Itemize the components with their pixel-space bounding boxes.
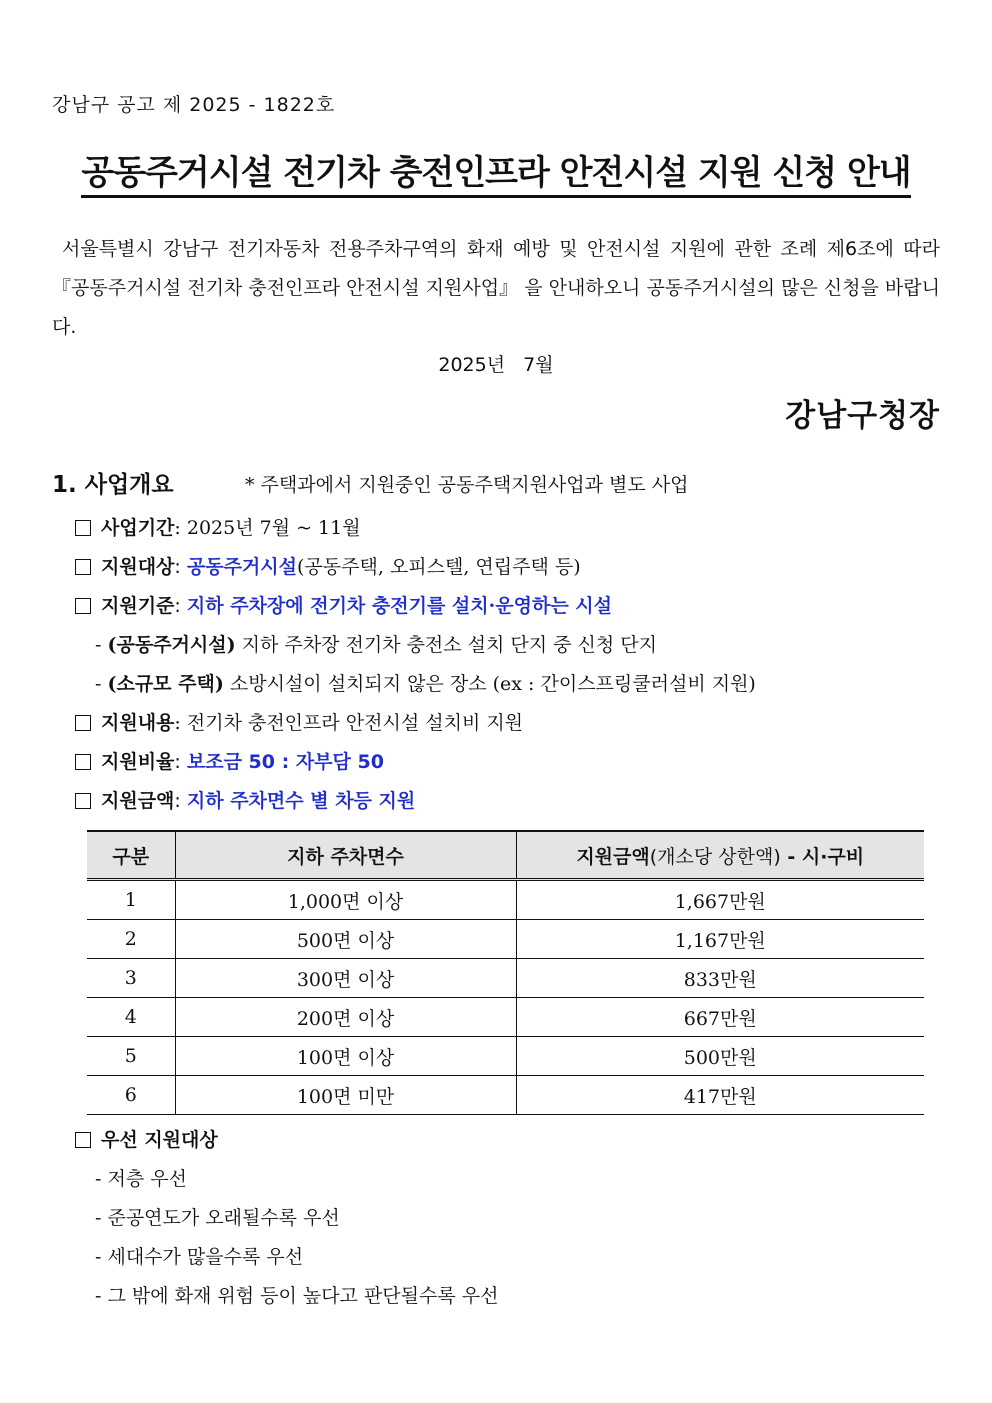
item-value: : 2025년 7월 ~ 11월 xyxy=(174,517,361,539)
checkbox-square-icon xyxy=(75,520,91,536)
item-label: 사업기간 xyxy=(101,517,175,539)
item-value-highlight: 공동주거시설 xyxy=(186,556,297,578)
cell-amount: 667만원 xyxy=(516,998,924,1037)
checkbox-square-icon xyxy=(75,754,91,770)
cell-no: 2 xyxy=(87,920,175,959)
item-criteria xyxy=(75,591,612,618)
cell-amount: 1,167만원 xyxy=(516,920,924,959)
checkbox-square-icon xyxy=(75,715,91,731)
item-colon: : xyxy=(174,751,187,773)
item-target xyxy=(75,552,581,579)
item-amount xyxy=(75,786,415,813)
support-amount-table xyxy=(87,830,924,1115)
sub-label: (소규모 주택) xyxy=(107,673,224,695)
item-label: 우선 지원대상 xyxy=(101,1129,218,1151)
item-colon: : xyxy=(174,790,187,812)
priority-item: - 세대수가 많을수록 우선 xyxy=(95,1246,304,1268)
item-label: 지원비율 xyxy=(101,751,175,773)
header-category: 구분 xyxy=(87,831,175,880)
cell-amount: 833만원 xyxy=(516,959,924,998)
item-value-highlight: 지하 주차면수 별 차등 지원 xyxy=(186,790,416,812)
notice-number: 강남구 공고 제 2025 - 1822호 xyxy=(52,94,336,116)
checkbox-square-icon xyxy=(75,559,91,575)
item-colon: : xyxy=(174,595,187,617)
intro-program-name: 『공동주거시설 전기차 충전인프라 안전시설 지원사업』 xyxy=(52,277,519,299)
priority-item: - 저층 우선 xyxy=(95,1168,187,1190)
section-note: * 주택과에서 지원중인 공동주택지원사업과 별도 사업 xyxy=(245,474,689,496)
item-label: 지원대상 xyxy=(101,556,175,578)
item-priority xyxy=(75,1125,218,1152)
intro-paragraph xyxy=(52,230,940,347)
cell-spaces: 200면 이상 xyxy=(175,998,516,1037)
header-amount-main: 지원금액 xyxy=(576,845,650,868)
table-row xyxy=(87,920,924,959)
item-value-highlight: 보조금 50 : 자부담 50 xyxy=(186,751,384,773)
cell-no: 5 xyxy=(87,1037,175,1076)
cell-spaces: 300면 이상 xyxy=(175,959,516,998)
dash-prefix: - xyxy=(95,673,108,695)
header-spaces: 지하 주차면수 xyxy=(175,831,516,880)
item-colon: : xyxy=(174,556,187,578)
table-row xyxy=(87,959,924,998)
table-row xyxy=(87,1037,924,1076)
checkbox-square-icon xyxy=(75,598,91,614)
checkbox-square-icon xyxy=(75,1132,91,1148)
header-amount-source: - 시·구비 xyxy=(780,845,865,868)
page-title-text: 공동주거시설 전기차 충전인프라 안전시설 지원 신청 안내 xyxy=(81,153,910,198)
sub-text: 지하 주차장 전기차 충전소 설치 단지 중 신청 단지 xyxy=(235,634,658,656)
cell-no: 1 xyxy=(87,880,175,920)
cell-amount: 1,667만원 xyxy=(516,880,924,920)
issuer-name: 강남구청장 xyxy=(785,398,940,434)
priority-item: - 준공연도가 오래될수록 우선 xyxy=(95,1207,340,1229)
page-title xyxy=(0,145,992,194)
cell-spaces: 100면 이상 xyxy=(175,1037,516,1076)
item-value-highlight: 지하 주차장에 전기차 충전기를 설치·운영하는 시설 xyxy=(186,595,612,617)
cell-spaces: 1,000면 이상 xyxy=(175,880,516,920)
priority-item: - 그 밖에 화재 위험 등이 높다고 판단될수록 우선 xyxy=(95,1285,499,1307)
cell-no: 4 xyxy=(87,998,175,1037)
header-amount-note: (개소당 상한액) xyxy=(649,845,781,868)
item-label: 지원기준 xyxy=(101,595,175,617)
cell-spaces: 100면 미만 xyxy=(175,1076,516,1115)
intro-text-2: 을 안내하오니 공동주거시설의 많은 신청을 바랍니다. xyxy=(52,277,940,338)
cell-spaces: 500면 이상 xyxy=(175,920,516,959)
dash-prefix: - xyxy=(95,634,108,656)
sub-text: 소방시설이 설치되지 않은 장소 (ex : 간이스프링쿨러설비 지원) xyxy=(223,673,756,695)
item-content xyxy=(75,708,523,735)
checkbox-square-icon xyxy=(75,793,91,809)
section-heading: 1. 사업개요 xyxy=(52,472,174,498)
table-header-row xyxy=(87,831,924,880)
item-label: 지원금액 xyxy=(101,790,175,812)
cell-no: 3 xyxy=(87,959,175,998)
criteria-sub-apartment xyxy=(95,630,657,657)
item-ratio xyxy=(75,747,384,774)
item-label: 지원내용 xyxy=(101,712,175,734)
cell-amount: 500만원 xyxy=(516,1037,924,1076)
intro-text-1: 서울특별시 강남구 전기자동차 전용주차구역의 화재 예방 및 안전시설 지원에 관한 조례 제6조에 따라 xyxy=(62,238,940,260)
notice-date: 2025년 7월 xyxy=(438,354,554,376)
table-row xyxy=(87,1076,924,1115)
table-row xyxy=(87,998,924,1037)
sub-label: (공동주거시설) xyxy=(107,634,236,656)
header-amount xyxy=(516,831,924,880)
cell-no: 6 xyxy=(87,1076,175,1115)
table-row xyxy=(87,880,924,920)
item-value: : 전기차 충전인프라 안전시설 설치비 지원 xyxy=(174,712,524,734)
cell-amount: 417만원 xyxy=(516,1076,924,1115)
item-value-rest: (공동주택, 오피스텔, 연립주택 등) xyxy=(297,556,581,578)
criteria-sub-small-house xyxy=(95,669,756,696)
item-period xyxy=(75,513,361,540)
